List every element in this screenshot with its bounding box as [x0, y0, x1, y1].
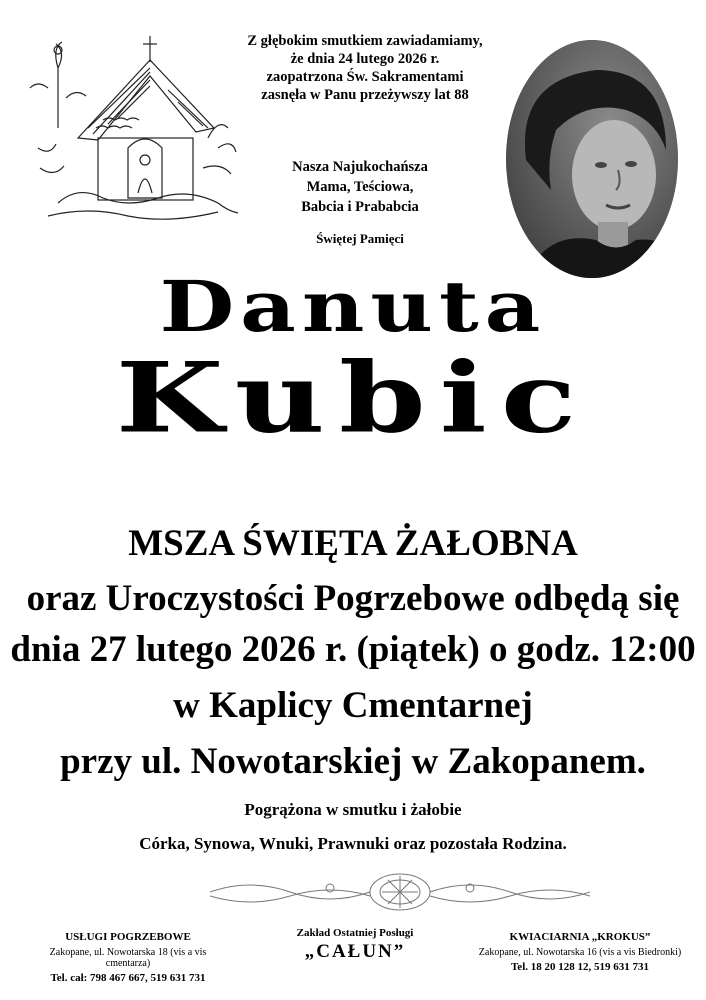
funeral-services-address: Zakopane, ul. Nowotarska 18 (vis a vis cmentarza) [49, 947, 207, 969]
intro-line-4: zasnęła w Panu przeżywszy lat 88 [261, 87, 469, 103]
funeral-date-time: dnia 27 lutego 2026 r. (piątek) o godz. 12:00 [10, 629, 696, 670]
funeral-home-name: „CAŁUN” [304, 941, 406, 962]
florist-title: KWIACIARNIA „KROKUS” [509, 931, 651, 943]
in-memory-label: Świętej Pamięci [316, 231, 404, 246]
funeral-ceremony-line: oraz Uroczystości Pogrzebowe odbędą się [26, 578, 680, 619]
intro-line-1: Z głębokim smutkiem zawiadamiamy, [247, 33, 483, 49]
mass-title: MSZA ŚWIĘTA ŻAŁOBNA [128, 523, 578, 564]
family-titles [270, 157, 450, 217]
intro-line-3: zaopatrzona Św. Sakramentami [266, 69, 464, 85]
funeral-address: przy ul. Nowotarskiej w Zakopanem. [60, 741, 646, 782]
family-title-line-1: Nasza Najukochańsza [292, 159, 428, 175]
funeral-services-phone: Tel. cał: 798 467 667, 519 631 731 [50, 972, 206, 984]
mourning-line: Pogrążona w smutku i żałobie [244, 800, 462, 819]
intro-line-2: że dnia 24 lutego 2026 r. [290, 51, 440, 67]
funeral-services-title: USŁUGI POGRZEBOWE [65, 931, 191, 943]
mourners-list: Córka, Synowa, Wnuki, Prawnuki oraz pozostała Rodzina. [139, 834, 567, 853]
portrait-image [506, 40, 678, 278]
family-title-line-3: Babcia i Prababcia [301, 199, 419, 215]
chapel-sketch-illustration [18, 28, 248, 228]
first-name: Danuta [159, 265, 547, 349]
last-name: Kubic [115, 341, 591, 455]
deceased-portrait-photo [506, 40, 678, 278]
funeral-location: w Kaplicy Cmentarnej [173, 685, 533, 726]
decorative-ornament [210, 868, 590, 916]
florist-phone: Tel. 18 20 128 12, 519 631 731 [510, 961, 649, 973]
funeral-home-title: Zakład Ostatniej Posługi [296, 927, 414, 939]
footer-florist [470, 931, 690, 973]
footer-funeral-home [255, 927, 455, 963]
family-title-line-2: Mama, Teściowa, [306, 179, 414, 195]
florist-address: Zakopane, ul. Nowotarska 16 (vis a vis Biedronki) [478, 947, 682, 958]
death-announcement-intro [220, 32, 510, 104]
footer-funeral-services [28, 931, 228, 984]
